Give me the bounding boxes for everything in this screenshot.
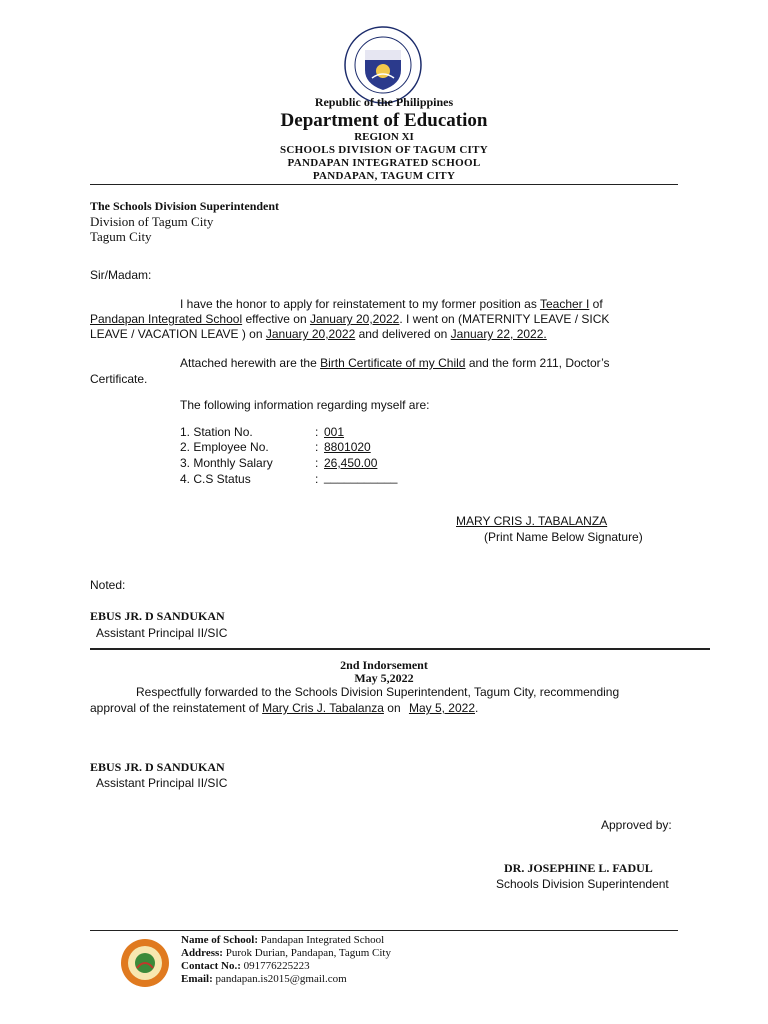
indorsement-text: . [475, 701, 479, 715]
body-paragraph-2-line-2: Certificate. [90, 372, 148, 386]
addressee-title: The Schools Division Superintendent [90, 199, 280, 213]
reinstatement-date-text: May 5, 2022 [408, 701, 475, 715]
p2-text: Attached herewith are the [180, 356, 321, 370]
footer-school [181, 934, 384, 946]
school-logo [120, 938, 170, 988]
effective-date: January 20,2022 [309, 312, 400, 326]
header-region: REGION XI [354, 131, 414, 143]
position-value: Teacher I [539, 297, 590, 311]
p1-text: of [589, 297, 603, 311]
approver-name: DR. JOSEPHINE L. FADUL [504, 861, 653, 875]
p2-text: and the form 211, Doctor’s [465, 356, 610, 370]
footer-contact-label: Contact No.: [181, 960, 241, 972]
reinstatement-name: Mary Cris J. Tabalanza [262, 701, 384, 715]
leave-date: January 20,2022 [265, 327, 356, 341]
header-division: SCHOOLS DIVISION OF TAGUM CITY [279, 144, 489, 156]
signature-caption: (Print Name Below Signature) [484, 530, 643, 544]
info-label: 2. Employee No. [180, 440, 269, 454]
indorsement-signer-name: EBUS JR. D SANDUKAN [90, 760, 225, 774]
info-colon: : [315, 425, 319, 439]
applicant-name: MARY CRIS J. TABALANZA [456, 514, 608, 528]
p1-text: . I went on (MATERNITY LEAVE / SICK [399, 312, 610, 326]
info-label: 3. Monthly Salary [180, 456, 273, 470]
addressee-line1: Division of Tagum City [90, 214, 214, 229]
header-school: PANDAPAN INTEGRATED SCHOOL [287, 157, 481, 169]
footer-contact-value: 091776225223 [240, 960, 310, 972]
footer-divider [90, 930, 678, 931]
employee-no-value: 8801020 [324, 440, 371, 454]
approved-by-label: Approved by: [601, 818, 672, 832]
header-republic: Republic of the Philippines [314, 95, 454, 109]
p1-text: effective on [242, 312, 310, 326]
info-colon: : [315, 472, 319, 486]
station-no-value: 001 [324, 425, 345, 439]
indorsement-signer-title: Assistant Principal II/SIC [96, 776, 228, 790]
info-label: 1. Station No. [180, 425, 253, 439]
footer-email-value: pandapan.is2015@gmail.com [212, 973, 347, 985]
noted-title: Assistant Principal II/SIC [96, 626, 228, 640]
body-paragraph-3: The following information regarding myself are: [180, 398, 430, 412]
approver-title: Schools Division Superintendent [496, 877, 669, 891]
body-paragraph-1-line-1 [180, 297, 603, 311]
header-address: PANDAPAN, TAGUM CITY [312, 170, 456, 182]
indorsement-divider [90, 648, 710, 650]
indorsement-line-1: Respectfully forwarded to the Schools Division Superintendent, Tagum City, recommending [136, 685, 620, 699]
indorsement-text: on [383, 701, 404, 715]
indorsement-title: 2nd Indorsement [340, 658, 428, 672]
monthly-salary-value: 26,450.00 [324, 456, 378, 470]
body-paragraph-2-line-1 [180, 356, 610, 370]
footer-address [181, 947, 391, 959]
cs-status-value: ___________ [324, 470, 398, 484]
footer-contact [181, 960, 310, 972]
info-colon: : [315, 456, 319, 470]
noted-label: Noted: [90, 578, 126, 592]
p1-text: LEAVE / VACATION LEAVE ) on [90, 327, 266, 341]
school-value: Pandapan Integrated School [90, 312, 243, 326]
body-paragraph-1-line-2 [90, 312, 609, 326]
info-label: 4. C.S Status [180, 472, 251, 486]
delivered-date: January 22, 2022. [450, 327, 547, 341]
footer-address-value: Purok Durian, Pandapan, Tagum City [222, 947, 391, 959]
indorsement-date: May 5,2022 [354, 671, 414, 685]
addressee-line2: Tagum City [90, 229, 152, 244]
body-paragraph-1-line-3 [90, 327, 547, 341]
indorsement-line-2 [90, 701, 478, 715]
header-department: Department of Education [280, 110, 488, 131]
info-colon: : [315, 440, 319, 454]
attachment-value: Birth Certificate of my Child [320, 356, 466, 370]
footer-school-label: Name of School: [181, 934, 258, 946]
indorsement-text: approval of the reinstatement of [90, 701, 263, 715]
footer-school-value: Pandapan Integrated School [258, 934, 385, 946]
p1-text: and delivered on [355, 327, 451, 341]
header-divider [90, 184, 678, 185]
noted-name: EBUS JR. D SANDUKAN [90, 609, 225, 623]
footer-email [181, 973, 347, 985]
salutation: Sir/Madam: [90, 268, 152, 282]
p1-text: I have the honor to apply for reinstatement to my former position as [180, 297, 540, 311]
footer-email-label: Email: [181, 973, 213, 985]
reinstatement-date [404, 701, 475, 715]
footer-address-label: Address: [181, 947, 223, 959]
deped-seal [344, 26, 422, 104]
